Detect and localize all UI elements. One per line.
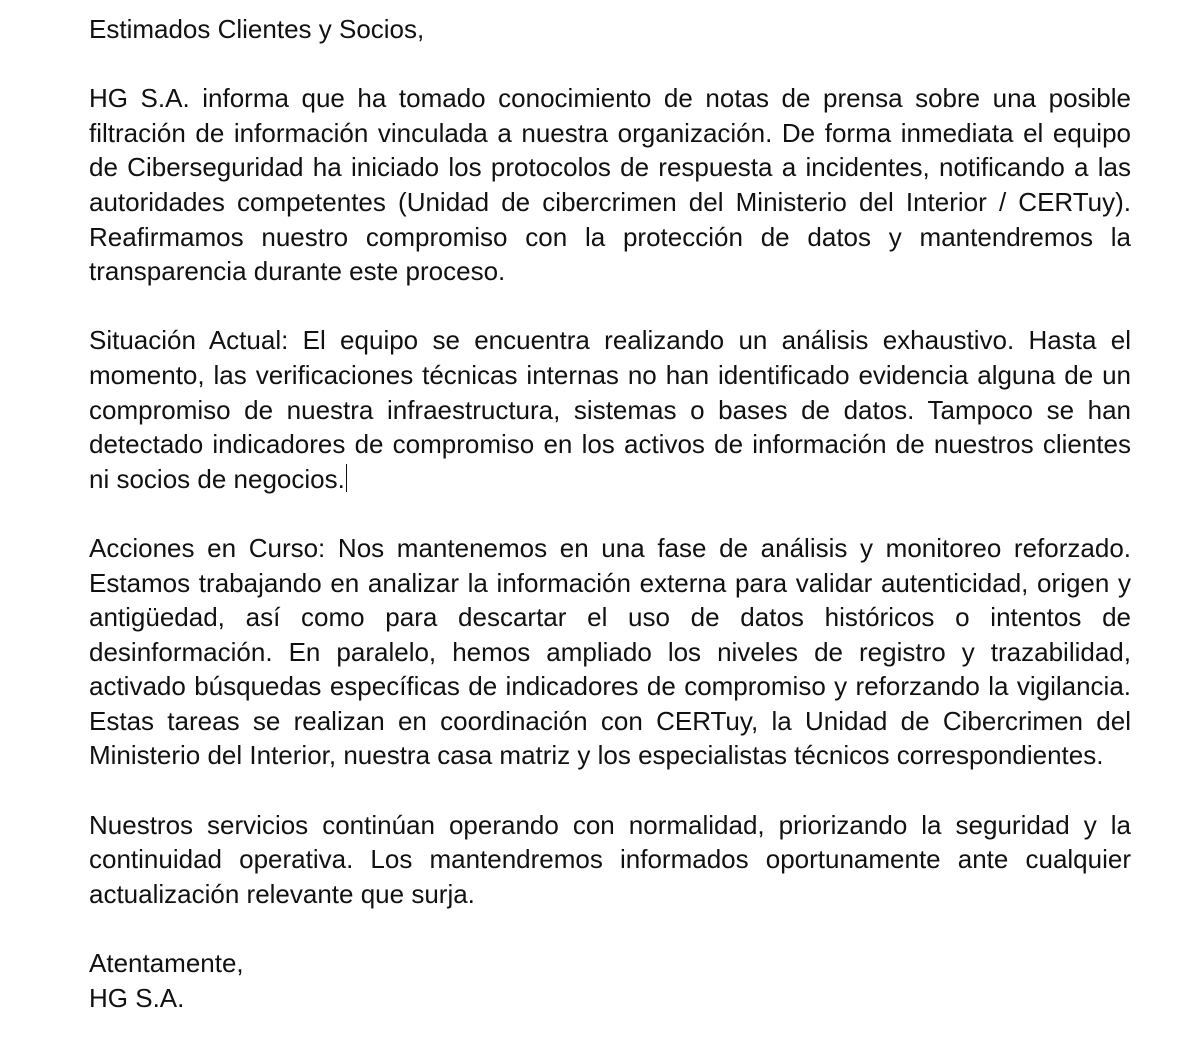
paragraph-current-situation — [89, 323, 1131, 496]
letter-greeting: Estimados Clientes y Socios, — [89, 14, 425, 44]
letter-document[interactable] — [89, 12, 1131, 1015]
paragraph-current-situation-text: Situación Actual: El equipo se encuentra realizando un análisis exhaustivo. Hasta el momento, las verificaciones técnicas internas no han identificado evidencia alguna de un compromiso de nuestra infraestructura, sistemas o bases de datos. Tampoco se han detectado indicadores de compromiso en los activos de información de nuestros clientes ni socios de negocios. — [89, 325, 1131, 494]
paragraph-ongoing-actions: Acciones en Curso: Nos mantenemos en una fase de análisis y monitoreo reforzado. Estamos trabajando en analizar la información externa para validar autenticidad, origen y antigüedad, así como para descartar el uso de datos históricos o intentos de desinformación. En paralelo, hemos ampliado los niveles de registro y trazabilidad, activado búsquedas específicas de indicadores de compromiso y reforzando la vigilancia. Estas tareas se realizan en coordinación con CERTuy, la Unidad de Cibercrimen del Ministerio del Interior, nuestra casa matriz y los especialistas técnicos correspondientes. — [89, 532, 1131, 771]
paragraph-services: Nuestros servicios continúan operando con normalidad, priorizando la seguridad y la continuidad operativa. Los mantendremos informados oportunamente ante cualquier actualización relevante que surja. — [89, 809, 1131, 909]
text-cursor — [346, 464, 348, 492]
closing-block — [89, 946, 1131, 1015]
letter-signature: HG S.A. — [89, 982, 185, 1013]
paragraph-intro: HG S.A. informa que ha tomado conocimiento de notas de prensa sobre una posible filtración de información vinculada a nuestra organización. De forma inmediata el equipo de Ciberseguridad ha iniciado los protocolos de respuesta a incidentes, notificando a las autoridades competentes (Unidad de cibercrimen del Ministerio del Interior / CERTuy). Reafirmamos nuestro compromiso con la protección de datos y mantendremos la transparencia durante este proceso. — [89, 83, 1131, 287]
letter-closing: Atentamente, — [89, 948, 244, 979]
